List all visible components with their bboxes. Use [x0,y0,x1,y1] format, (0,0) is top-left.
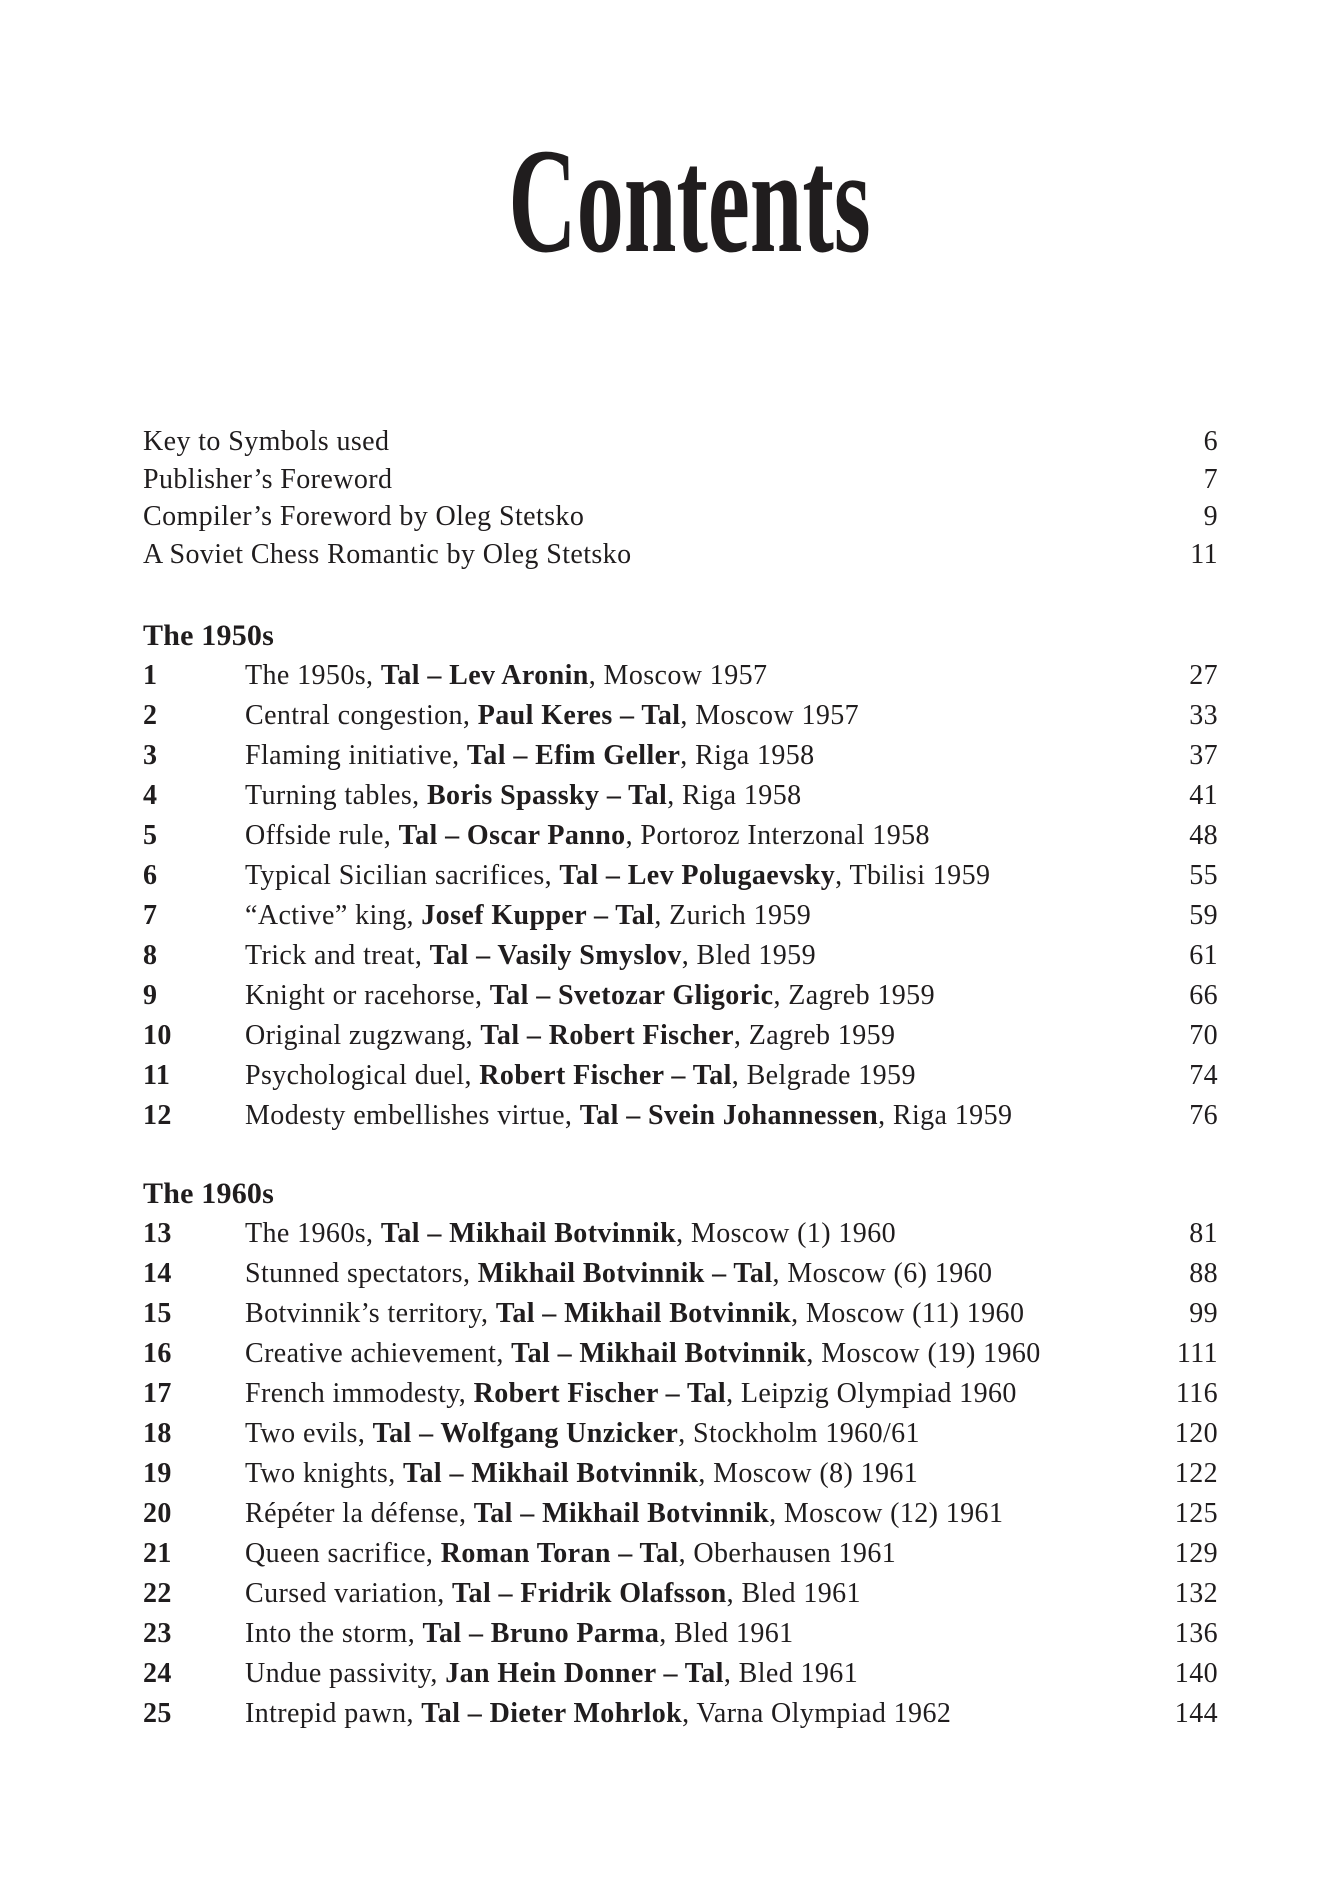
game-description: Modesty embellishes virtue, [245,1100,580,1131]
game-page-number: 140 [1174,1658,1218,1689]
game-description: Trick and treat, [245,940,430,971]
game-venue: , Oberhausen 1961 [678,1538,897,1569]
page-title: Contents [508,118,871,284]
game-page-number: 37 [1189,740,1218,771]
game-title [245,1414,1138,1454]
game-page-number: 99 [1189,1298,1218,1329]
game-number: 12 [143,1100,172,1131]
game-row [143,1494,1218,1534]
game-row [143,736,1218,776]
game-row [143,1614,1218,1654]
game-page-number: 88 [1189,1258,1218,1289]
game-page-number: 48 [1189,820,1218,851]
game-venue: , Bled 1961 [659,1618,794,1649]
game-title [245,1454,1138,1494]
game-players: Robert Fischer – Tal [473,1378,727,1409]
game-number: 2 [143,700,158,731]
game-venue: , Zagreb 1959 [773,980,935,1011]
game-title [245,1614,1138,1654]
game-venue: , Zurich 1959 [654,900,812,931]
game-page-number: 59 [1189,900,1218,931]
game-page-number: 27 [1189,660,1218,691]
game-title [245,1494,1138,1534]
sections-container [143,616,1218,1734]
game-title [245,1254,1138,1294]
game-row [143,936,1218,976]
game-page-number: 122 [1174,1458,1218,1489]
game-row [143,816,1218,856]
game-page-number: 144 [1174,1698,1218,1729]
game-description: Botvinnik’s territory, [245,1298,496,1329]
game-title [245,1374,1138,1414]
front-matter-list [143,423,1218,573]
game-venue: , Moscow (11) 1960 [791,1298,1025,1329]
game-number: 13 [143,1218,172,1249]
entry-page-number: 11 [1190,538,1218,570]
game-page-number: 61 [1189,940,1218,971]
game-title [245,1056,1138,1096]
game-venue: , Moscow 1957 [588,660,768,691]
game-players: Robert Fischer – Tal [479,1060,732,1091]
game-description: Offside rule, [245,820,399,851]
game-description: Cursed variation, [245,1578,453,1609]
game-title [245,1574,1138,1614]
game-title [245,896,1138,936]
game-description: Knight or racehorse, [245,980,490,1011]
game-row [143,1534,1218,1574]
game-venue: , Stockholm 1960/61 [678,1418,920,1449]
front-matter-row [143,461,1218,499]
entry-page-number: 7 [1203,463,1218,495]
game-description: Turning tables, [245,780,427,811]
game-row [143,1056,1218,1096]
game-description: Two knights, [245,1458,404,1489]
game-title [245,1214,1138,1254]
game-title [245,1294,1138,1334]
game-title [245,856,1138,896]
game-players: Tal – Dieter Mohrlok [421,1698,683,1729]
game-page-number: 55 [1189,860,1218,891]
game-number: 11 [143,1060,171,1091]
game-title [245,976,1138,1016]
front-matter-row [143,423,1218,461]
game-description: Stunned spectators, [245,1258,478,1289]
game-description: Into the storm, [245,1618,423,1649]
game-number: 22 [143,1578,172,1609]
game-venue: , Moscow 1957 [680,700,860,731]
game-venue: , Portoroz Interzonal 1958 [625,820,930,851]
game-page-number: 76 [1189,1100,1218,1131]
game-description: French immodesty, [245,1378,474,1409]
game-row [143,976,1218,1016]
game-row [143,696,1218,736]
game-number: 5 [143,820,158,851]
game-players: Tal – Vasily Smyslov [429,940,682,971]
game-title [245,1016,1138,1056]
game-description: Intrepid pawn, [245,1698,422,1729]
front-matter-row [143,498,1218,536]
game-row [143,1016,1218,1056]
game-number: 17 [143,1378,172,1409]
game-page-number: 132 [1174,1578,1218,1609]
game-row [143,856,1218,896]
game-description: Répéter la défense, [245,1498,474,1529]
game-venue: , Moscow (12) 1961 [769,1498,1004,1529]
game-description: Creative achievement, [245,1338,512,1369]
game-title [245,656,1138,696]
game-venue: , Riga 1958 [680,740,815,771]
game-title [245,816,1138,856]
game-players: Tal – Lev Aronin [380,660,589,691]
section-heading: The 1960s [143,1177,274,1210]
game-players: Tal – Oscar Panno [398,820,626,851]
game-players: Roman Toran – Tal [440,1538,679,1569]
section-items [143,1214,1218,1734]
game-players: Tal – Mikhail Botvinnik [403,1458,699,1489]
game-venue: , Tbilisi 1959 [835,860,991,891]
game-number: 23 [143,1618,172,1649]
game-title [245,1654,1138,1694]
game-number: 4 [143,780,158,811]
game-number: 8 [143,940,158,971]
toc-section [143,1174,1218,1734]
game-description: Two evils, [245,1418,373,1449]
entry-title: A Soviet Chess Romantic by Oleg Stetsko [143,538,632,570]
game-page-number: 125 [1174,1498,1218,1529]
game-title [245,1694,1138,1734]
entry-page-number: 9 [1203,501,1218,532]
game-venue: , Varna Olympiad 1962 [682,1698,952,1729]
game-number: 16 [143,1338,172,1369]
game-players: Tal – Efim Geller [466,740,681,771]
game-players: Tal – Bruno Parma [422,1618,660,1649]
game-venue: , Moscow (19) 1960 [806,1338,1041,1369]
entry-title: Key to Symbols used [143,426,390,457]
game-title [245,696,1138,736]
game-players: Tal – Lev Polugaevsky [559,860,836,891]
game-players: Tal – Mikhail Botvinnik [511,1338,807,1369]
game-players: Tal – Mikhail Botvinnik [495,1298,792,1329]
game-title [245,1096,1138,1136]
game-row [143,1654,1218,1694]
game-venue: , Zagreb 1959 [733,1020,896,1051]
game-page-number: 70 [1189,1020,1218,1051]
game-title [245,936,1138,976]
game-number: 21 [143,1538,172,1569]
game-venue: , Riga 1959 [878,1100,1013,1131]
game-row [143,1374,1218,1414]
toc-section [143,616,1218,1136]
game-venue: , Bled 1959 [681,940,816,971]
game-number: 25 [143,1698,172,1729]
game-number: 19 [143,1458,172,1489]
game-number: 3 [143,740,158,771]
entry-title: Compiler’s Foreword by Oleg Stetsko [143,501,585,532]
game-title [245,776,1138,816]
game-row [143,1454,1218,1494]
game-row [143,656,1218,696]
game-description: “Active” king, [245,900,422,931]
game-venue: , Bled 1961 [726,1578,861,1609]
game-description: Central congestion, [245,700,478,731]
game-venue: , Belgrade 1959 [731,1060,916,1091]
game-venue: , Bled 1961 [723,1658,859,1689]
game-venue: , Riga 1958 [667,780,802,811]
game-number: 1 [143,660,158,691]
game-number: 15 [143,1298,172,1329]
game-players: Boris Spassky – Tal [426,780,668,811]
game-description: Flaming initiative, [245,740,467,771]
game-row [143,776,1218,816]
entry-title: Publisher’s Foreword [143,463,393,495]
game-page-number: 136 [1174,1618,1218,1649]
game-number: 20 [143,1498,172,1529]
game-description: Undue passivity, [245,1658,446,1689]
table-of-contents [143,423,1218,1734]
game-row [143,896,1218,936]
game-venue: , Moscow (1) 1960 [676,1218,896,1249]
game-row [143,1096,1218,1136]
game-description: The 1960s, [245,1218,381,1249]
game-row [143,1574,1218,1614]
game-players: Tal – Wolfgang Unzicker [372,1418,679,1449]
game-number: 6 [143,860,158,891]
game-players: Tal – Svein Johannessen [579,1100,879,1131]
game-venue: , Leipzig Olympiad 1960 [726,1378,1017,1409]
game-row [143,1694,1218,1734]
game-players: Jan Hein Donner – Tal [445,1658,724,1689]
game-row [143,1334,1218,1374]
game-description: Psychological duel, [245,1060,480,1091]
game-players: Tal – Svetozar Gligoric [489,980,774,1011]
game-number: 7 [143,900,158,931]
game-players: Tal – Fridrik Olafsson [452,1578,727,1609]
game-page-number: 66 [1189,980,1218,1011]
game-page-number: 81 [1189,1218,1218,1249]
game-page-number: 74 [1189,1060,1218,1091]
game-title [245,1534,1138,1574]
game-page-number: 129 [1174,1538,1218,1569]
game-page-number: 111 [1176,1338,1218,1369]
game-row [143,1214,1218,1254]
game-row [143,1254,1218,1294]
game-venue: , Moscow (6) 1960 [772,1258,993,1289]
game-page-number: 116 [1175,1378,1218,1409]
game-number: 24 [143,1658,172,1689]
game-description: The 1950s, [245,660,381,691]
game-venue: , Moscow (8) 1961 [698,1458,919,1489]
game-description: Typical Sicilian sacrifices, [245,860,560,891]
game-row [143,1294,1218,1334]
game-page-number: 41 [1189,780,1218,811]
game-page-number: 33 [1189,700,1218,731]
entry-page-number: 6 [1203,426,1218,457]
front-matter-row [143,536,1218,574]
game-page-number: 120 [1174,1418,1218,1449]
game-title [245,736,1138,776]
game-description: Original zugzwang, [245,1020,481,1051]
game-players: Tal – Mikhail Botvinnik [473,1498,770,1529]
game-players: Paul Keres – Tal [477,700,681,731]
game-players: Josef Kupper – Tal [421,900,655,931]
game-players: Mikhail Botvinnik – Tal [477,1258,773,1289]
game-number: 18 [143,1418,172,1449]
game-number: 14 [143,1258,172,1289]
game-description: Queen sacrifice, [245,1538,441,1569]
game-number: 9 [143,980,158,1011]
game-number: 10 [143,1020,172,1051]
section-items [143,656,1218,1136]
game-players: Tal – Robert Fischer [480,1020,734,1051]
game-title [245,1334,1138,1374]
section-heading: The 1950s [143,619,274,652]
game-row [143,1414,1218,1454]
game-players: Tal – Mikhail Botvinnik [380,1218,677,1249]
